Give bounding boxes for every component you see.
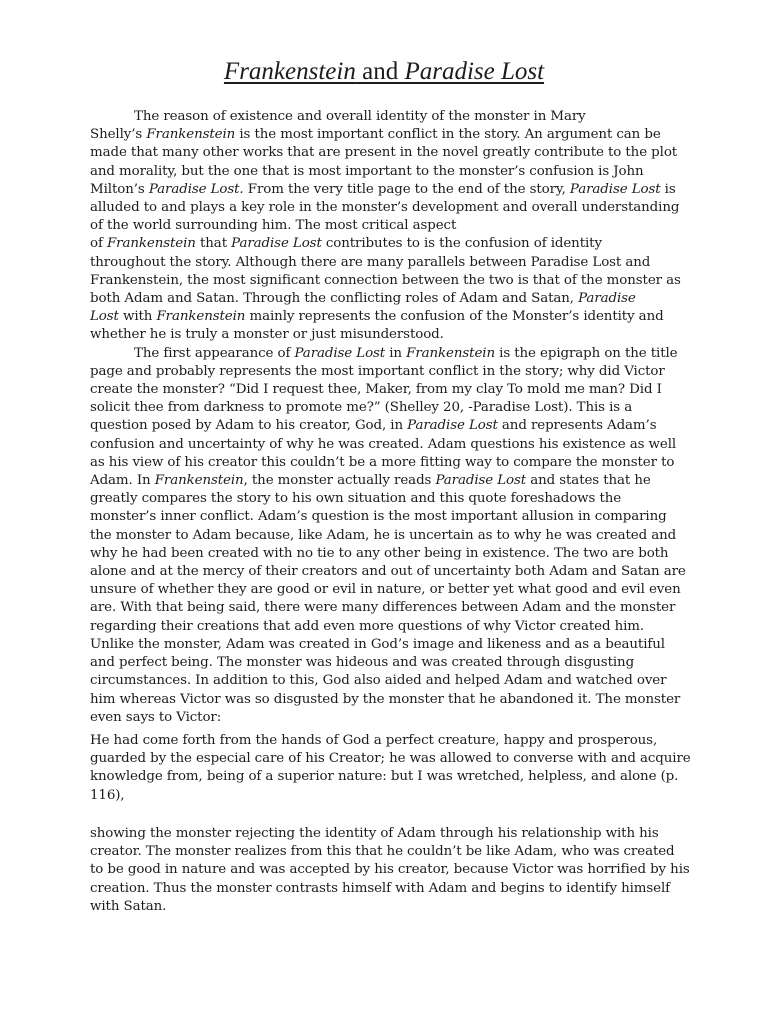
title-conjunction: and [355,58,405,85]
text-line [90,691,680,709]
text-line [90,709,680,727]
essay-body-paragraphs [90,108,686,727]
text-line [90,636,680,654]
text-line [90,768,680,786]
italic-title-run: Frankenstein [146,127,236,143]
text-run: Milton’s [90,181,149,197]
text-run: is the most important conflict in the story. An argument can be [235,127,661,143]
text-line [90,618,680,636]
text-run: 116), [90,787,125,803]
text-line [90,235,680,253]
text-run: circumstances. In addition to this, God also aided and helped Adam and watched over [90,673,667,689]
text-line [90,490,680,508]
text-run: creation. Thus the monster contrasts himself with Adam and begins to identify himself [90,880,671,896]
text-run: to be good in nature and was accepted by his creator, because Victor was horrified by his [90,862,690,878]
text-line [90,861,690,879]
text-run: the monster to Adam because, like Adam, he is uncertain as to why he was created and [90,527,677,543]
text-line [90,254,680,272]
text-run: and represents Adam’s [497,418,657,434]
text-line [90,144,680,162]
text-run: him whereas Victor was so disgusted by the monster that he abandoned it. The monster [90,691,681,707]
text-run: Frankenstein, the most significant connection between the two is that of the monster as [90,272,681,288]
italic-title-run: Paradise Lost [435,473,527,489]
text-run: mainly represents the confusion of the Monster’s identity and [245,309,664,325]
text-run: knowledge from, being of a superior nature: but I was wretched, helpless, and alone (p. [90,769,679,785]
text-line [90,787,680,805]
text-run: , the monster actually reads [243,473,436,489]
text-run: alluded to and plays a key role in the monster’s development and overall understanding [90,200,680,216]
text-line [90,199,680,217]
text-run: with [118,309,157,325]
text-run: He had come forth from the hands of God a perfect creature, happy and prosperous, [90,733,658,748]
text-line [90,563,686,581]
essay-closing-paragraph [90,825,690,916]
text-run: whether he is truly a monster or just misunderstood. [90,327,444,343]
text-line [90,436,680,454]
italic-title-run: Paradise Lost [231,236,322,252]
italic-title-run: Frankenstein [154,473,244,489]
text-run: that [195,236,232,252]
text-run: create the monster? “Did I request thee, Maker, from my clay To mold me man? Did I [90,382,662,398]
text-run: even says to Victor: [90,709,222,725]
text-line [90,290,680,308]
text-run: why he had been created with no tie to any other being in existence. The two are both [90,545,669,561]
text-run: is [660,181,676,197]
text-line [90,527,680,545]
italic-title-run: Paradise Lost [294,345,386,361]
title-work-1: Frankenstein [223,58,356,85]
text-line [90,272,680,290]
text-line [90,108,680,126]
text-run: creator. The monster realizes from this that he couldn’t be like Adam, who was created [90,844,675,860]
text-run: showing the monster rejecting the identity of Adam through his relationship with his [90,826,659,841]
block-quote [90,732,691,805]
text-line [90,126,680,144]
text-line [90,363,680,381]
italic-title-run: Frankenstein [106,236,196,252]
text-run: and states that he [526,473,651,489]
text-line [90,217,680,235]
text-run: both Adam and Satan. Through the conflicting roles of Adam and Satan, [90,291,579,307]
italic-title-run: Paradise [578,291,636,307]
text-run: confusion and uncertainty of why he was created. Adam questions his existence as well [90,436,677,452]
text-run: unsure of whether they are good or evil in nature, or better yet what good and evil even [90,582,681,598]
text-line [90,654,680,672]
text-run: guarded by the especial care of his Creator; he was allowed to converse with and acquire [90,751,691,767]
text-run: and morality, but the one that is most important to the monster’s confusion is John [90,163,644,179]
italic-title-run: Frankenstein [156,309,246,325]
text-line [90,345,680,363]
text-line [90,308,680,326]
text-run: Shelly’s [90,127,147,143]
text-run: in [385,345,407,361]
italic-title-run: Paradise Lost [407,418,498,434]
text-line [90,163,680,181]
text-line [90,672,680,690]
text-line [90,545,680,563]
text-line [90,326,680,344]
text-run: as his view of his creator this couldn’t be a more fitting way to compare the monster to [90,454,675,470]
text-line [90,399,680,417]
text-run: The first appearance of [134,345,295,361]
text-run: and perfect being. The monster was hideous and was created through disgusting [90,655,635,671]
text-line [90,381,680,399]
text-line [90,750,691,768]
italic-title-run: Lost [90,309,119,325]
text-run: made that many other works that are present in the novel greatly contribute to the plot [90,145,678,161]
text-run: regarding their creations that add even more questions of why Victor created him. [90,618,645,634]
text-run: of [90,236,107,252]
text-run: alone and at the mercy of their creators and out of uncertainty both Adam and Satan are [90,564,686,580]
italic-title-run: Paradise Lost. [148,181,244,197]
text-line [90,843,680,861]
text-run: Adam. In [90,473,155,489]
text-line [90,599,680,617]
italic-title-run: Frankenstein [406,345,495,361]
text-run: solicit thee from darkness to promote me?” (Shelley 20, -Paradise Lost). This is a [90,400,633,416]
text-run: page and probably represents the most important conflict in the story; why did Victor [90,363,665,379]
text-run: The reason of existence and overall identity of the monster in Mary [134,109,586,124]
text-run: Unlike the monster, Adam was created in God’s image and likeness and as a beautiful [90,636,665,652]
text-line [90,898,680,916]
text-run: with Satan. [90,898,167,914]
italic-title-run: Paradise Lost [569,181,661,197]
text-line [90,417,680,435]
text-run: monster’s inner conflict. Adam’s question is the most important allusion in comparing [90,509,667,525]
text-run: greatly compares the story to his own situation and this quote foreshadows the [90,491,622,507]
page-title [0,58,768,86]
text-line [90,825,680,843]
text-line [90,508,680,526]
text-run: contributes to is the confusion of identity [321,236,602,252]
text-line [90,732,680,750]
title-work-2: Paradise Lost [404,58,545,85]
text-line [90,181,680,199]
text-run: From the very title page to the end of the story, [243,181,570,197]
text-run: throughout the story. Although there are many parallels between Paradise Lost and [90,254,651,270]
text-line [90,880,680,898]
text-run: are. With that being said, there were many differences between Adam and the monster [90,600,676,616]
text-line [90,472,680,490]
text-run: is the epigraph on the title [494,345,678,361]
text-run: of the world surrounding him. The most critical aspect [90,218,457,234]
text-line [90,581,680,599]
text-line [90,454,680,472]
text-run: question posed by Adam to his creator, God, in [90,418,408,434]
